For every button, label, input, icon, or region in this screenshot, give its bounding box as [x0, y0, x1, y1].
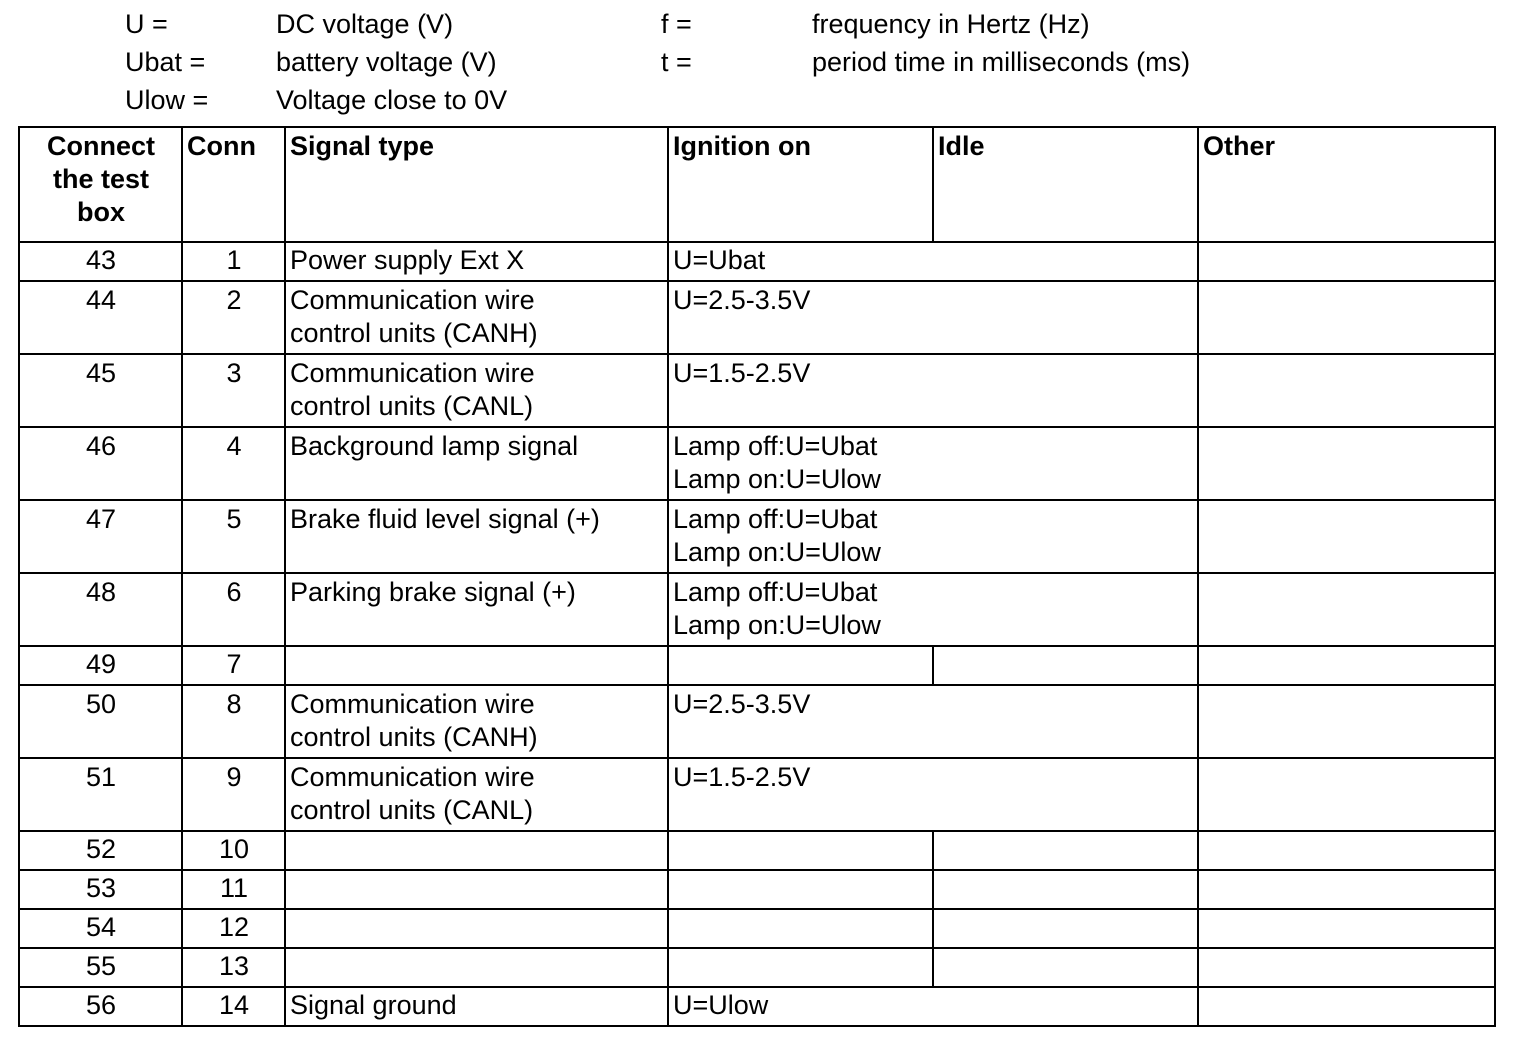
cell-signal-type	[285, 758, 668, 831]
cell-signal-type	[285, 242, 668, 281]
table-row	[19, 500, 1495, 573]
table-row	[19, 242, 1495, 281]
cell-connect: 51	[19, 758, 182, 831]
cell-signal-type	[285, 987, 668, 1026]
legend-meaning-f: frequency in Hertz (Hz)	[812, 9, 1090, 39]
cell-conn: 1	[182, 242, 285, 281]
table-row	[19, 427, 1495, 500]
cell-ignition-idle-value	[668, 427, 1198, 500]
cell-ignition-idle-value	[668, 573, 1198, 646]
cell-conn: 8	[182, 685, 285, 758]
cell-conn: 12	[182, 909, 285, 948]
cell-connect: 53	[19, 870, 182, 909]
signal-type-text: Communication wire	[290, 689, 535, 719]
cell-signal-type	[285, 427, 668, 500]
cell-signal-type	[285, 831, 668, 870]
cell-ignition-on	[668, 948, 933, 987]
table-header-row	[19, 127, 1495, 242]
header-conn: Conn	[182, 127, 285, 242]
measured-value-text: U=2.5-3.5V	[673, 689, 811, 719]
legend-symbol-u: U =	[125, 9, 168, 39]
cell-other	[1198, 758, 1495, 831]
cell-connect: 45	[19, 354, 182, 427]
cell-connect: 50	[19, 685, 182, 758]
cell-connect: 46	[19, 427, 182, 500]
signal-type-text: control units (CANL)	[290, 795, 534, 825]
cell-conn: 14	[182, 987, 285, 1026]
cell-other	[1198, 242, 1495, 281]
table-row	[19, 758, 1495, 831]
cell-other	[1198, 354, 1495, 427]
cell-conn: 13	[182, 948, 285, 987]
cell-connect: 43	[19, 242, 182, 281]
legend-symbol-ubat: Ubat =	[125, 47, 206, 77]
table-body	[19, 242, 1495, 1026]
header-idle: Idle	[933, 127, 1198, 242]
cell-other	[1198, 909, 1495, 948]
cell-conn: 10	[182, 831, 285, 870]
cell-connect: 49	[19, 646, 182, 685]
legend	[0, 0, 1520, 124]
cell-conn: 9	[182, 758, 285, 831]
measured-value-text: Lamp on:U=Ulow	[673, 537, 881, 567]
cell-ignition-idle-value	[668, 354, 1198, 427]
cell-other	[1198, 573, 1495, 646]
cell-other	[1198, 646, 1495, 685]
legend-meaning-t: period time in milliseconds (ms)	[812, 47, 1191, 77]
legend-symbol-f: f =	[661, 9, 692, 39]
cell-connect: 47	[19, 500, 182, 573]
signal-type-text: Power supply Ext X	[290, 245, 525, 275]
cell-signal-type	[285, 500, 668, 573]
cell-conn: 4	[182, 427, 285, 500]
cell-ignition-idle-value	[668, 987, 1198, 1026]
signal-type-text: control units (CANH)	[290, 318, 538, 348]
cell-other	[1198, 948, 1495, 987]
cell-conn: 7	[182, 646, 285, 685]
legend-symbol-ulow: Ulow =	[125, 85, 209, 115]
signal-type-text: Parking brake signal (+)	[290, 577, 576, 607]
cell-signal-type	[285, 870, 668, 909]
cell-signal-type	[285, 685, 668, 758]
cell-other	[1198, 870, 1495, 909]
measured-value-text: U=2.5-3.5V	[673, 285, 811, 315]
cell-other	[1198, 987, 1495, 1026]
cell-other	[1198, 685, 1495, 758]
measured-value-text: U=Ubat	[673, 245, 766, 275]
measured-value-text: U=1.5-2.5V	[673, 762, 811, 792]
table-row	[19, 909, 1495, 948]
header-ignition-on: Ignition on	[668, 127, 933, 242]
header-connect-test-box: Connect the test box	[19, 127, 182, 242]
legend-symbol-t: t =	[661, 47, 692, 77]
table-row	[19, 646, 1495, 685]
cell-signal-type	[285, 573, 668, 646]
table-row	[19, 948, 1495, 987]
cell-signal-type	[285, 281, 668, 354]
cell-conn: 6	[182, 573, 285, 646]
cell-ignition-idle-value	[668, 685, 1198, 758]
cell-ignition-idle-value	[668, 281, 1198, 354]
measured-value-text: Lamp off:U=Ubat	[673, 504, 878, 534]
table-row	[19, 831, 1495, 870]
cell-connect: 54	[19, 909, 182, 948]
signal-type-text: Brake fluid level signal (+)	[290, 504, 600, 534]
cell-signal-type	[285, 646, 668, 685]
signal-table	[18, 126, 1496, 1027]
cell-ignition-idle-value	[668, 500, 1198, 573]
table-row	[19, 987, 1495, 1026]
cell-signal-type	[285, 909, 668, 948]
cell-conn: 2	[182, 281, 285, 354]
cell-idle	[933, 870, 1198, 909]
cell-ignition-on	[668, 831, 933, 870]
cell-idle	[933, 948, 1198, 987]
cell-idle	[933, 831, 1198, 870]
cell-signal-type	[285, 354, 668, 427]
cell-other	[1198, 500, 1495, 573]
cell-ignition-on	[668, 909, 933, 948]
signal-type-text: Communication wire	[290, 762, 535, 792]
cell-connect: 48	[19, 573, 182, 646]
cell-signal-type	[285, 948, 668, 987]
measured-value-text: Lamp on:U=Ulow	[673, 610, 881, 640]
header-signal-type: Signal type	[285, 127, 668, 242]
cell-connect: 52	[19, 831, 182, 870]
cell-other	[1198, 281, 1495, 354]
cell-ignition-idle-value	[668, 758, 1198, 831]
cell-connect: 44	[19, 281, 182, 354]
cell-ignition-on	[668, 870, 933, 909]
cell-conn: 5	[182, 500, 285, 573]
cell-ignition-on	[668, 646, 933, 685]
signal-type-text: Background lamp signal	[290, 431, 579, 461]
cell-idle	[933, 646, 1198, 685]
table-row	[19, 685, 1495, 758]
header-other: Other	[1198, 127, 1495, 242]
cell-connect: 56	[19, 987, 182, 1026]
legend-meaning-u: DC voltage (V)	[276, 9, 454, 39]
cell-conn: 3	[182, 354, 285, 427]
signal-type-text: Communication wire	[290, 358, 535, 388]
cell-other	[1198, 831, 1495, 870]
cell-conn: 11	[182, 870, 285, 909]
measured-value-text: Lamp off:U=Ubat	[673, 431, 878, 461]
measured-value-text: Lamp off:U=Ubat	[673, 577, 878, 607]
cell-other	[1198, 427, 1495, 500]
signal-type-text: Signal ground	[290, 990, 457, 1020]
cell-ignition-idle-value	[668, 242, 1198, 281]
table-row	[19, 870, 1495, 909]
table-row	[19, 573, 1495, 646]
legend-meaning-ulow: Voltage close to 0V	[276, 85, 508, 115]
signal-type-text: control units (CANL)	[290, 391, 534, 421]
legend-meaning-ubat: battery voltage (V)	[276, 47, 497, 77]
cell-idle	[933, 909, 1198, 948]
table-row	[19, 354, 1495, 427]
signal-type-text: control units (CANH)	[290, 722, 538, 752]
table-row	[19, 281, 1495, 354]
signal-type-text: Communication wire	[290, 285, 535, 315]
measured-value-text: U=1.5-2.5V	[673, 358, 811, 388]
cell-connect: 55	[19, 948, 182, 987]
measured-value-text: Lamp on:U=Ulow	[673, 464, 881, 494]
measured-value-text: U=Ulow	[673, 990, 769, 1020]
